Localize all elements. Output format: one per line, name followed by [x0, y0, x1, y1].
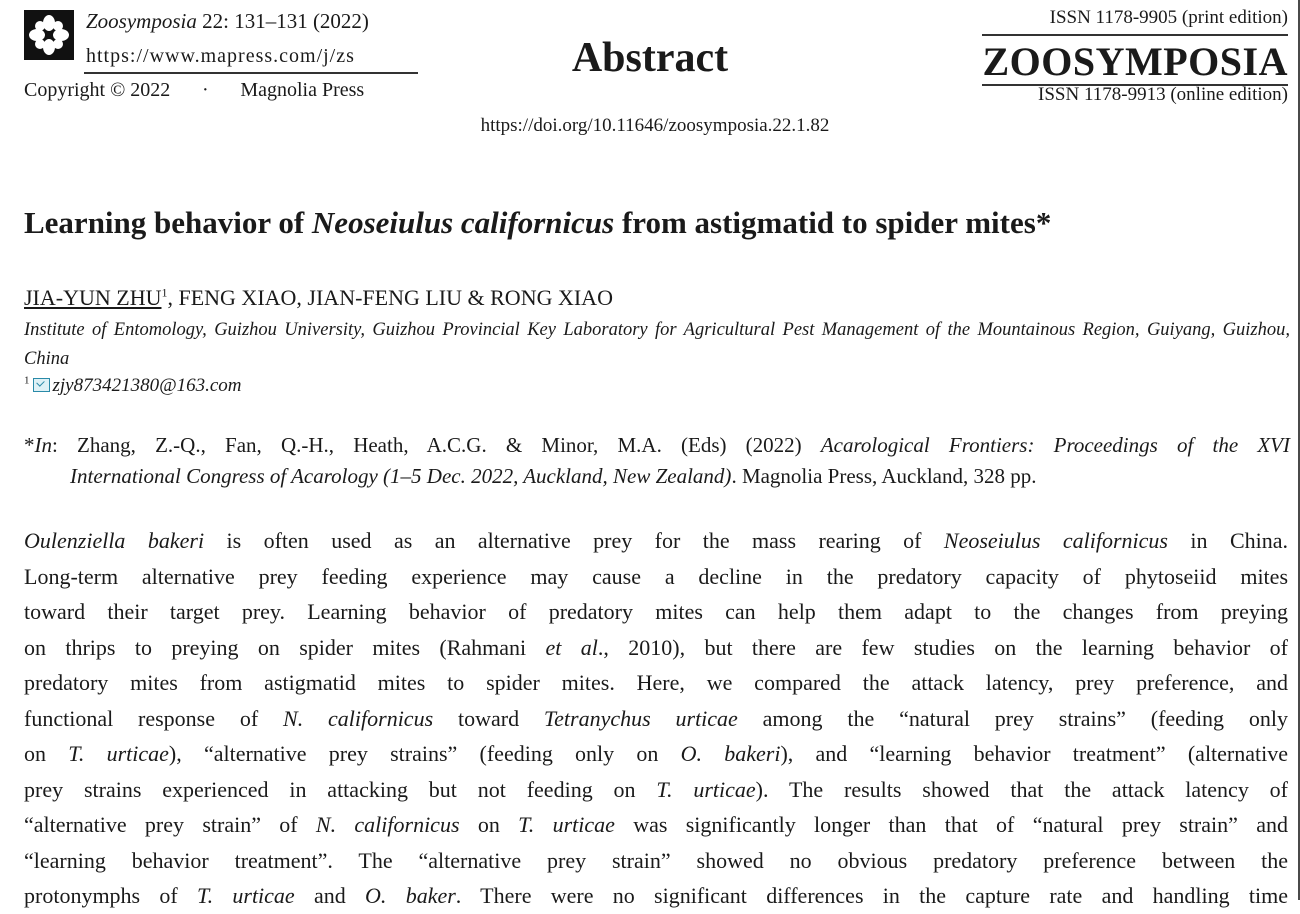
text-run: on: [459, 812, 519, 837]
section-heading: Abstract: [571, 35, 729, 81]
abstract-line: [24, 843, 1288, 879]
book-publisher: . Magnolia Press, Auckland, 328 pp.: [731, 464, 1037, 488]
text-run: functional response of: [24, 705, 284, 731]
abstract-body: [24, 523, 1288, 914]
italic-term: Neoseiulus californicus: [943, 528, 1168, 553]
abstract-line: [24, 878, 1288, 914]
text-run: ., 2010), but there are few studies on the learning behavior of: [597, 634, 1288, 660]
text-run: “learning behavior treatment”. The “alternative prey strain” showed no obvious predatory preference between the: [24, 847, 1288, 873]
journal-citation: [86, 8, 369, 34]
text-run: “alternative prey strain” of: [24, 812, 316, 837]
issn-online: ISSN 1178-9913 (online edition): [1038, 84, 1288, 105]
book-title-b: International Congress of Acarology (1–5 Dec. 2022, Auckland, New Zealand): [70, 464, 732, 488]
journal-name: ZOOSYMPOSIA: [982, 39, 1288, 84]
italic-term: T. urticae: [518, 812, 615, 837]
abstract-line: [24, 736, 1288, 772]
proceedings-citation-line-1: *In: Zhang, Z.-Q., Fan, Q.-H., Heath, A.C.G. & Minor, M.A. (Eds) (2022) Acarological Frontiers: Proceedings of the XVI: [24, 433, 1290, 457]
corresponding-author[interactable]: JIA-YUN ZHU: [24, 285, 162, 310]
text-run: is often used as an alternative prey for the mass rearing of: [204, 528, 944, 553]
proceedings-citation: [24, 430, 1290, 492]
text-run: on: [24, 741, 69, 766]
title-species: Neoseiulus californicus: [311, 205, 615, 240]
article-title: [24, 204, 1051, 242]
other-authors: , FENG XIAO, JIAN-FENG LIU & RONG XIAO: [167, 285, 613, 310]
abstract-line: [24, 630, 1288, 666]
italic-term: T. urticae: [656, 776, 756, 802]
doi-link[interactable]: https://doi.org/10.11646/zoosymposia.22.1.82: [480, 115, 830, 136]
abstract-line: [24, 701, 1288, 737]
italic-term: Tetranychus urticae: [543, 705, 738, 731]
text-run: was significantly longer than that of “natural prey strain” and: [614, 812, 1288, 837]
text-run: protonymphs of: [24, 883, 197, 908]
text-run: on thrips to preying on spider mites (Rahmani: [24, 634, 546, 660]
email-line: [24, 372, 242, 400]
citation-volume-pages: 22: 131–131 (2022): [196, 9, 369, 33]
abstract-line: [24, 665, 1288, 701]
text-run: Long-term alternative prey feeding experience may cause a decline in the predatory capacity of phytoseiid mites: [24, 563, 1288, 589]
text-run: in China.: [1167, 528, 1288, 553]
italic-term: Oulenziella bakeri: [24, 528, 205, 553]
italic-term: O. bakeri: [680, 741, 781, 766]
text-run: ), and “learning behavior treatment” (alternative: [780, 741, 1289, 766]
author-list: [24, 284, 613, 312]
copyright-separator: ·: [201, 79, 209, 101]
issn-print: ISSN 1178-9905 (print edition): [1049, 7, 1288, 28]
author-email-link[interactable]: zjy873421380@163.com: [52, 375, 242, 396]
text-run: and: [294, 883, 366, 908]
journal-abbr: Zoosymposia: [86, 9, 197, 33]
text-run: prey strains experienced in attacking but not feeding on: [24, 776, 657, 802]
italic-term: O. baker: [365, 883, 456, 908]
abstract-line: [24, 594, 1288, 630]
italic-term: T. urticae: [68, 741, 169, 766]
in-label: *In: [24, 433, 52, 457]
text-run: ), “alternative prey strains” (feeding only on: [168, 741, 681, 766]
author-footnote-mark: 1: [161, 285, 168, 300]
text-run: . There were no significant differences in the capture rate and handling time: [455, 883, 1288, 908]
abstract-line: [24, 772, 1288, 808]
affiliation: Institute of Entomology, Guizhou University, Guizhou Provincial Key Laboratory for Agricultural Pest Management of the Mountainous Region, Guiyang, Guizhou, China: [24, 320, 1290, 369]
title-part-b: from astigmatid to spider mites*: [614, 205, 1052, 240]
title-part-a: Learning behavior of: [24, 205, 312, 240]
abstract-line: [24, 523, 1288, 559]
proceedings-citation-line-2: [24, 461, 1290, 492]
italic-term: T. urticae: [197, 883, 295, 908]
italic-term: N. californicus: [283, 705, 434, 731]
italic-term: et al: [545, 634, 598, 660]
journal-url-link[interactable]: https://www.mapress.com/j/zs: [86, 45, 355, 67]
editors: Zhang, Z.-Q., Fan, Q.-H., Heath, A.C.G. & Minor, M.A. (Eds) (2022): [77, 433, 821, 457]
abstract-line: [24, 807, 1288, 843]
italic-term: N. californicus: [315, 812, 460, 837]
text-run: among the “natural prey strains” (feeding only: [737, 705, 1289, 731]
email-icon: [33, 378, 50, 392]
header-rule-right-top: [982, 34, 1288, 36]
text-run: predatory mites from astigmatid mites to spider mites. Here, we compared the attack latency, prey preference, and: [24, 670, 1288, 695]
publisher-name: Magnolia Press: [240, 79, 365, 101]
email-footnote-mark: 1: [24, 374, 30, 387]
book-title-a: Acarological Frontiers: Proceedings of the XVI: [820, 433, 1290, 457]
abstract-line: [24, 559, 1288, 595]
text-run: toward their target prey. Learning behavior of predatory mites can help them adapt to the changes from preying: [24, 599, 1288, 624]
text-run: ). The results showed that the attack latency of: [755, 776, 1288, 802]
text-run: toward: [433, 705, 544, 731]
copyright-text: Copyright © 2022: [24, 79, 171, 101]
